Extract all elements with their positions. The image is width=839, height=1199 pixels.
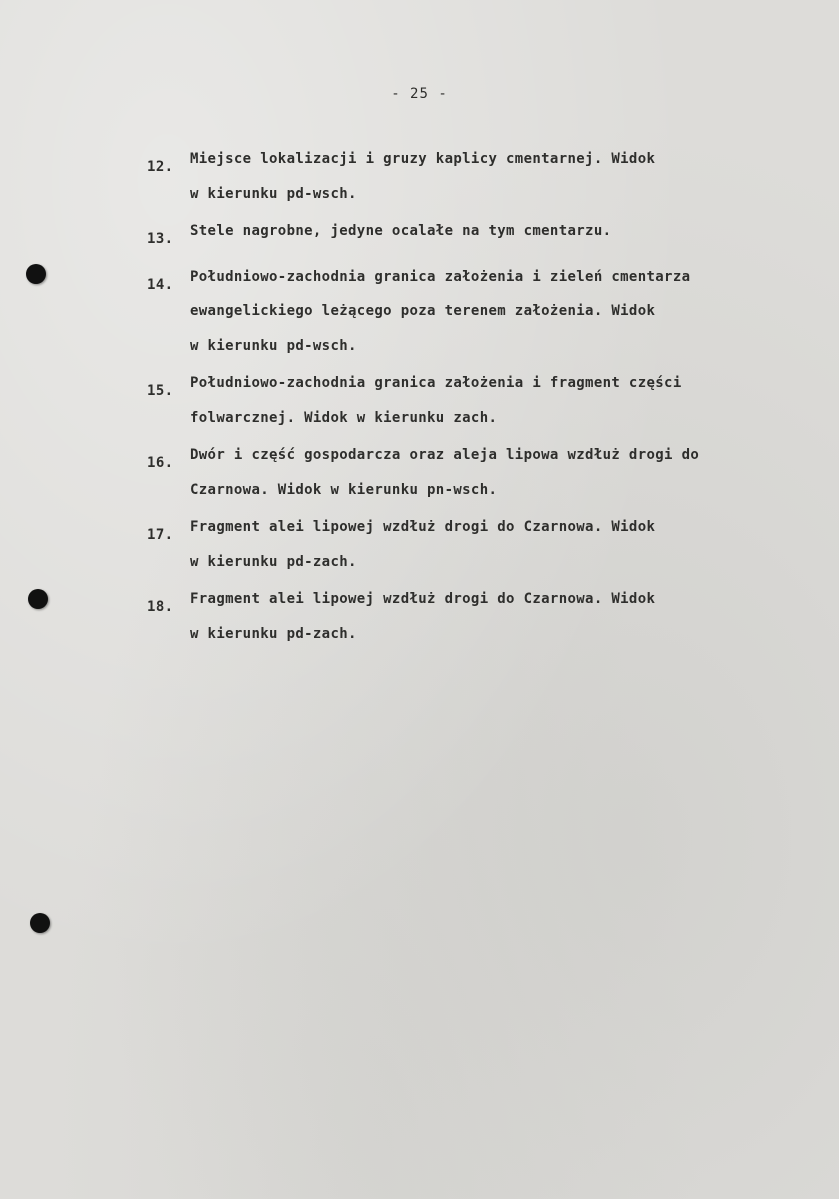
list-item xyxy=(147,374,807,435)
entry-text xyxy=(190,366,807,435)
entry-line: Południowo-zachodnia granica założenia i fragment części xyxy=(190,375,682,391)
page-number: - 25 - xyxy=(391,86,448,102)
list-item xyxy=(147,518,807,579)
entry-line: w kierunku pd-wsch. xyxy=(190,185,357,202)
punch-hole-top xyxy=(26,264,46,284)
entry-text xyxy=(190,582,807,651)
entry-number: 12. xyxy=(147,159,174,175)
entry-line: Fragment alei lipowej wzdłuż drogi do Czarnowa. Widok xyxy=(190,519,656,535)
entry-text xyxy=(190,510,807,579)
entry-text xyxy=(190,142,807,211)
list-item xyxy=(147,590,807,651)
entry-line: Południowo-zachodnia granica założenia i zieleń cmentarza xyxy=(190,268,691,285)
entry-line: ewangelickiego leżącego poza terenem założenia. Widok xyxy=(190,303,656,319)
entry-number: 13. xyxy=(147,231,174,247)
entry-number: 14. xyxy=(147,276,174,293)
caption-list xyxy=(147,150,807,662)
entry-line: Dwór i część gospodarcza oraz aleja lipowa wzdłuż drogi do xyxy=(190,447,700,463)
entry-line: Stele nagrobne, jedyne ocalałe na tym cmentarzu. xyxy=(190,223,612,239)
punch-hole-bottom xyxy=(30,913,50,933)
list-item xyxy=(147,222,807,257)
entry-line: Czarnowa. Widok w kierunku pn-wsch. xyxy=(190,481,498,498)
entry-line: w kierunku pd-wsch. xyxy=(190,337,357,354)
entry-line: folwarcznej. Widok w kierunku zach. xyxy=(190,409,498,426)
list-item xyxy=(147,150,807,211)
entry-number: 15. xyxy=(147,383,174,399)
entry-line: Miejsce lokalizacji i gruzy kaplicy cmentarnej. Widok xyxy=(190,151,656,167)
entry-number: 18. xyxy=(147,599,174,615)
entry-number: 17. xyxy=(147,527,174,543)
entry-line: Fragment alei lipowej wzdłuż drogi do Czarnowa. Widok xyxy=(190,591,656,607)
list-item xyxy=(147,446,807,507)
entry-text xyxy=(190,260,807,364)
entry-line: w kierunku pd-zach. xyxy=(190,553,357,570)
entry-number: 16. xyxy=(147,455,174,471)
list-item xyxy=(147,268,807,364)
entry-text xyxy=(190,214,807,257)
entry-line: w kierunku pd-zach. xyxy=(190,625,357,642)
punch-hole-middle xyxy=(28,589,48,609)
entry-text xyxy=(190,438,807,507)
